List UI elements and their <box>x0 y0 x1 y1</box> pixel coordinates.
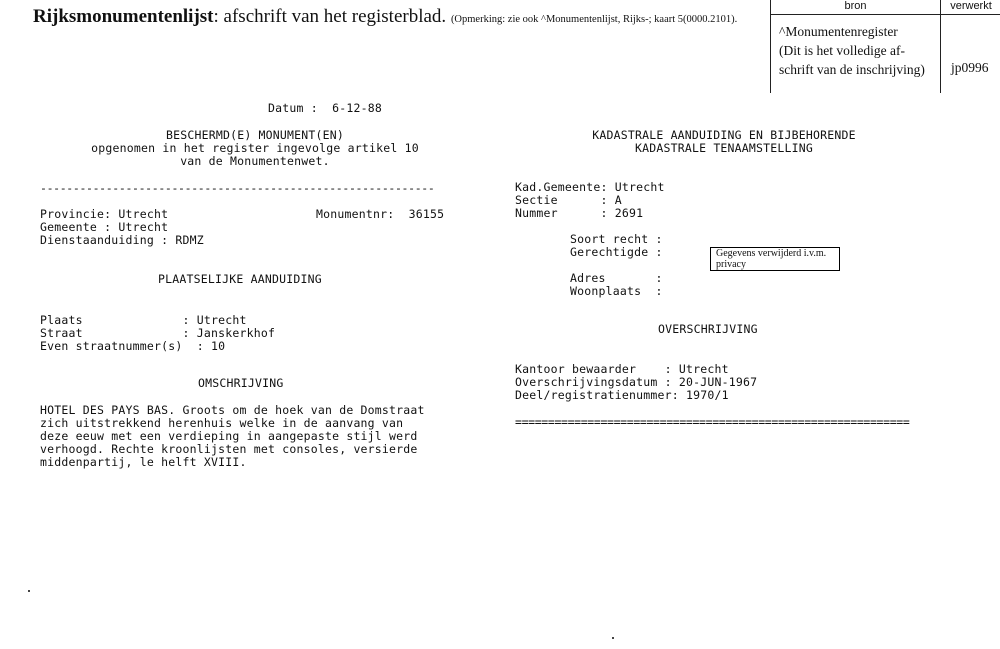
title-bold: Rijksmonumentenlijst <box>33 6 214 27</box>
verwerkt-text: jp0996 <box>951 60 989 75</box>
title-note: (Opmerking: zie ook ^Monumentenlijst, Rijks-; kaart 5(0000.2101). <box>450 14 738 25</box>
provincie: Provincie: Utrecht <box>40 207 169 221</box>
omschrijving-text: HOTEL DES PAYS BAS. Groots om de hoek van de Domstraat zich uitstrekkend herenhuis welke in de aanvang van deze eeuw met een verdieping in aangepaste stijl werd verhoogd. Rechte kroonlijsten met consoles, versierde middenpartij, le helft XVIII. <box>40 403 425 469</box>
woonplaats: Woonplaats : <box>570 284 663 298</box>
document-title <box>33 6 737 28</box>
datum: Datum : 6-12-88 <box>268 101 382 115</box>
even-straatnummer: Even straatnummer(s) : 10 <box>40 339 226 353</box>
kad-gemeente: Kad.Gemeente: Utrecht <box>515 180 665 194</box>
scan-speck <box>612 637 614 639</box>
nummer: Nummer : 2691 <box>515 206 644 220</box>
gerechtigde: Gerechtigde : <box>570 245 663 259</box>
sectie: Sectie : A <box>515 193 622 207</box>
plaatselijke-heading: PLAATSELIJKE AANDUIDING <box>158 272 322 286</box>
plaats: Plaats : Utrecht <box>40 313 247 327</box>
monument-heading: BESCHERMD(E) MONUMENT(EN) opgenomen in het register ingevolge artikel 10 van de Monumentenwet. <box>91 128 419 168</box>
kadastrale-heading: KADASTRALE AANDUIDING EN BIJBEHORENDE KADASTRALE TENAAMSTELLING <box>592 128 856 155</box>
dienstaanduiding: Dienstaanduiding : RDMZ <box>40 233 204 247</box>
bron-header: bron <box>844 0 867 12</box>
deel-registratienummer: Deel/registratienummer: 1970/1 <box>515 388 729 402</box>
soort-recht: Soort recht : <box>570 232 663 246</box>
right-separator: ============================================================ <box>515 415 910 429</box>
left-separator: ------------------------------------------------------------ <box>40 181 435 195</box>
omschrijving-heading: OMSCHRIJVING <box>198 376 284 390</box>
title-rest: : afschrift van het registerblad. <box>213 6 447 27</box>
monumentnr: Monumentnr: 36155 <box>316 207 445 221</box>
overschrijvingsdatum: Overschrijvingsdatum : 20-JUN-1967 <box>515 375 758 389</box>
privacy-note: Gegevens verwijderd i.v.m. privacy <box>710 247 840 271</box>
verwerkt-header: verwerkt <box>950 0 992 12</box>
scan-speck <box>28 590 30 592</box>
adres: Adres : <box>570 271 663 285</box>
bron-text: ^Monumentenregister (Dit is het volledige af- schrift van de inschrijving) <box>779 24 925 77</box>
overschrijving-heading: OVERSCHRIJVING <box>658 322 758 336</box>
gemeente: Gemeente : Utrecht <box>40 220 169 234</box>
straat: Straat : Janskerkhof <box>40 326 276 340</box>
source-box <box>770 0 1000 93</box>
kantoor-bewaarder: Kantoor bewaarder : Utrecht <box>515 362 729 376</box>
